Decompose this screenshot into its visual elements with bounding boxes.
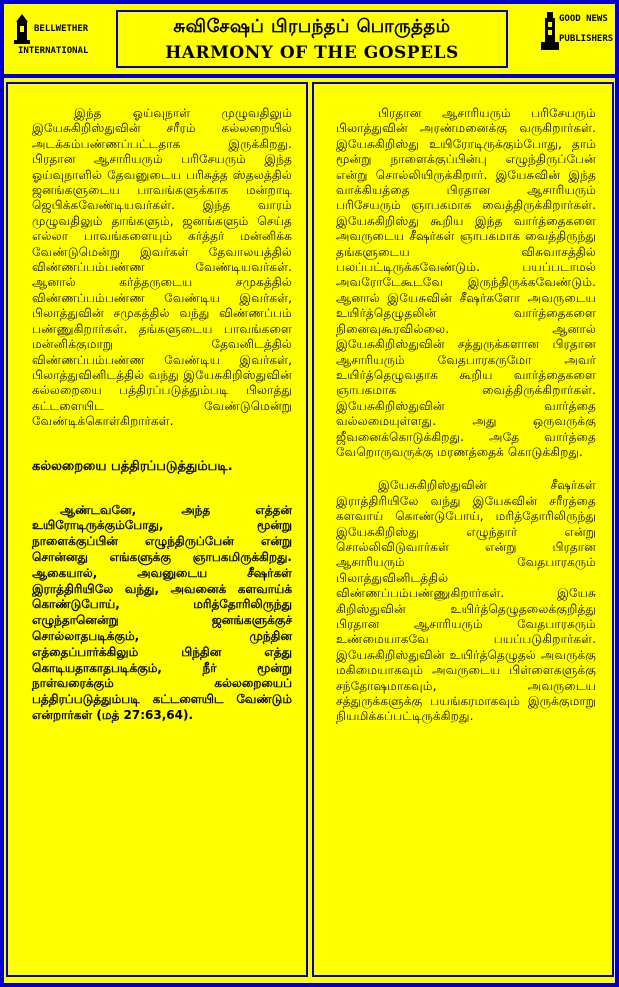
scripture-quote: ஆண்டவனே, அந்த எத்தன் உயிரோடிருக்கும்போது, மூன்று நாளைக்குப்பின் எழுந்திருப்பேன் என்று சொன்னது எங்களுக்கு ஞாபகமிருக்கிறது. ஆகையால், அவனுடைய சீஷர்கள் இராத்திரியிலே வந்து, அவனைக் களவாய்க் கொண்டுபோய், மரித்தோரிலிருந்து எழுந்தானென்று ஜனங்களுக்குச் சொல்லாதபடிக்கும், முந்தின எத்தைப்பார்க்கிலும் பிந்தின எத்து கொடியதாகாதபடிக்கும், நீர் மூன்று நாள்வரைக்கும் கல்லறையைப் பத்திரப்படுத்தும்படி கட்டளையிட வேண்டும் என்றார்கள் (மத் 27:63,64). [32, 502, 292, 722]
right-paragraph-1: பிரதான ஆசாரியரும் பரிசேயரும் பிலாத்துவின் அரண்மனைக்கு வருகிறார்கள். இயேசுகிறிஸ்து உயிரோடிருக்கும்போது, தாம் மூன்று நாளைக்குப்பின்பு எழுந்திருப்பேன் என்று சொல்லியிருக்கிறார். இயேசுவின் இந்த வாக்கியத்தை பிரதான ஆசாரியரும் பரிசேயரும் ஞாபகமாக வைத்திருக்கிறார்கள். இயேசுகிறிஸ்து கூறிய இந்த வார்த்தைகளை அவருடைய சீஷர்கள் ஞாபகமாக வைத்திருந்து தங்களுடைய விசுவாசத்தில் பலப்பட்டிருக்கவேண்டும். பயப்படாமல் அவரோடேகூடவே இருந்திருக்கவேண்டும். ஆனால் இயேசுவின் சீஷர்களோ அவருடைய உயிர்த்தெழுதலின் வார்த்தைகளை நினைவுகூரவில்லை. ஆனால் இயேசுகிறிஸ்துவின் சத்துருக்களான பிரதான ஆசாரியரும் வேதபாரகருமோ அவர் உயிர்த்தெழுவதாக கூறிய வார்த்தைகளை ஞாபகமாக வைத்திருக்கிறார்கள். இயேசுகிறிஸ்துவின் வார்த்தை வல்லமையுள்ளது. அது ஒருவருக்கு ஜீவனைக்கொடுக்கிறது. அதே வார்த்தை வேறொருவருக்கு மரணத்தைக் கொடுக்கிறது. [336, 106, 596, 459]
bellwether-logo-line1: BELLWETHER [34, 24, 89, 34]
title-english: HARMONY OF THE GOSPELS [165, 43, 459, 63]
bell-tower-icon [12, 14, 32, 44]
bellwether-logo [10, 12, 106, 68]
right-column [312, 82, 614, 977]
left-column [6, 82, 308, 977]
tower-icon [541, 12, 559, 50]
good-news-logo [541, 8, 614, 70]
bellwether-logo-line2: INTERNATIONAL [18, 46, 89, 56]
section-heading: கல்லறையை பத்திரப்படுத்தும்படி. [32, 458, 233, 474]
header [4, 4, 615, 74]
title-tamil: சுவிசேஷப் பிரபந்தப் பொருத்தம் [173, 16, 451, 37]
left-paragraph-1: இந்த ஓய்வுநாள் முழுவதிலும் இயேசுகிறிஸ்துவின் சரீரம் கல்லறையில் அடக்கம்பண்ணப்பட்டதாக இருக்கிறது. பிரதான ஆசாரியரும் பரிசேயரும் இந்த ஓய்வுநாளில் தேவனுடைய பரிசுத்த ஸ்தலத்தில் ஜனங்களுடைய பாவங்களுக்காக மன்றாடி ஜெபிக்கவேண்டியவர்கள். இந்த வாரம் முழுவதிலும் தாங்களும், ஜனங்களும் செய்த எல்லா பாவங்களையும் கர்த்தர் மன்னிக்க வேண்டுமென்று இவர்கள் தேவாலயத்தில் விண்ணப்பம்பண்ண வேண்டியவர்கள். ஆனால் கர்த்தருடைய சமுகத்தில் விண்ணப்பம்பண்ண வேண்டிய இவர்கள், பிலாத்துவின் சமுகத்தில் வந்து விண்ணப்பம் பண்ணுகிறார்கள். தங்களுடைய பாவங்களை மன்னிக்குமாறு தேவனிடத்தில் விண்ணப்பம்பண்ண வேண்டிய இவர்கள், பிலாத்துவினிடத்தில் வந்து இயேசுகிறிஸ்துவின் கல்லறையை பத்திரப்படுத்தும்படி பிலாத்து கட்டளையிட வேண்டுமென்று வேண்டிக்கொள்கிறார்கள். [32, 106, 292, 429]
good-news-logo-line1: GOOD NEWS [559, 14, 608, 24]
title-box [116, 10, 508, 68]
good-news-logo-line2: PUBLISHERS [559, 34, 614, 44]
right-paragraph-2: இயேசுகிறிஸ்துவின் சீஷர்கள் இராத்திரியிலே வந்து இயேசுவின் சரீரத்தை களவாய் கொண்டுபோய், மரித்தோரிலிருந்து இயேசுகிறிஸ்து எழுந்தார் என்று சொல்லிவிடுவார்கள் என்று பிரதான ஆசாரியரும் வேதபாரகரும் பிலாத்துவினிடத்தில் விண்ணப்பம்பண்ணுகிறார்கள். இயேசு கிறிஸ்துவின் உயிர்த்தெழுதலைக்குறித்து பிரதான ஆசாரியரும் வேதபாரகரும் உண்மையாகவே பயப்படுகிறார்கள். இயேசுகிறிஸ்துவின் உயிர்த்தெழுதல் அவருக்கு மகிமையாகவும் அவருடைய பிள்ளைகளுக்கு சந்தோஷமாகவும், அவருடைய சத்துருக்களுக்கு பயங்கரமாகவும் இருக்குமாறு நியமிக்கப்பட்டிருக்கிறது. [336, 478, 596, 724]
header-divider [0, 74, 619, 78]
